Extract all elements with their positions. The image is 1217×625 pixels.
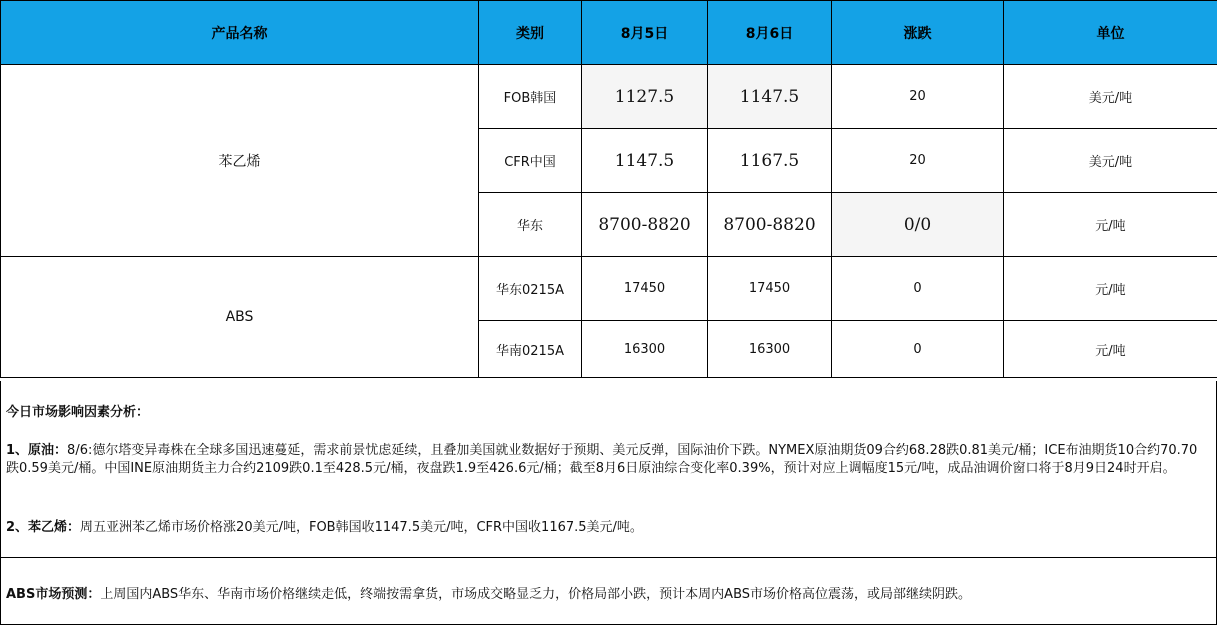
analysis-title: 今日市场影响因素分析： xyxy=(6,401,149,420)
table-row xyxy=(1,257,1217,321)
forecast-text: 上周国内ABS华东、华南市场价格继续走低，终端按需拿货，市场成交略显乏力，价格局部小跌，预计本周内ABS市场价格高位震荡，或局部继续阴跌。 xyxy=(100,587,971,602)
forecast-line xyxy=(6,583,971,602)
change-cell: 0 xyxy=(832,321,1004,378)
styrene-label: 2、苯乙烯： xyxy=(6,520,80,535)
product-styrene: 苯乙烯 xyxy=(1,65,479,257)
category-cell: 华南0215A xyxy=(479,321,582,378)
category-cell: 华东 xyxy=(479,193,582,257)
unit-cell: 元/吨 xyxy=(1004,193,1217,257)
unit-cell: 美元/吨 xyxy=(1004,65,1217,129)
category-cell: FOB韩国 xyxy=(479,65,582,129)
aug6-cell: 1147.5 xyxy=(708,65,832,129)
aug5-cell: 1127.5 xyxy=(582,65,708,129)
crude-oil-text: 8/6:德尔塔变异毒株在全球多国迅速蔓延，需求前景忧虑延续，且叠加美国就业数据好于预期、美元反弹，国际油价下跌。NYMEX原油期货09合约68.28跌0.81美元/桶；ICE布油期货10合约70.70跌0.59美元/桶。中国INE原油期货主力合约2109跌0.1至428.5元/桶，夜盘跌1.9至426.6元/桶；截至8月6日原油综合变化率0.39%，预计对应上调幅度15元/吨，成品油调价窗口将于8月9日24时开启。 xyxy=(6,443,1197,476)
product-abs: ABS xyxy=(1,257,479,378)
aug5-cell: 16300 xyxy=(582,321,708,378)
header-product-name: 产品名称 xyxy=(1,1,479,65)
aug5-cell: 8700-8820 xyxy=(582,193,708,257)
aug5-cell: 1147.5 xyxy=(582,129,708,193)
aug5-cell: 17450 xyxy=(582,257,708,321)
table-row xyxy=(1,65,1217,129)
header-aug5: 8月5日 xyxy=(582,1,708,65)
aug6-cell: 1167.5 xyxy=(708,129,832,193)
styrene-text: 周五亚洲苯乙烯市场价格涨20美元/吨，FOB韩国收1147.5美元/吨，CFR中国收1167.5美元/吨。 xyxy=(80,520,643,535)
table-header-row xyxy=(1,1,1217,65)
change-cell: 20 xyxy=(832,129,1004,193)
abs-forecast-section xyxy=(0,557,1217,625)
analysis-crude-oil-paragraph xyxy=(6,442,1210,478)
unit-cell: 美元/吨 xyxy=(1004,129,1217,193)
category-cell: 华东0215A xyxy=(479,257,582,321)
change-cell: 0/0 xyxy=(832,193,1004,257)
crude-oil-label: 1、原油： xyxy=(6,443,67,458)
analysis-styrene-paragraph xyxy=(6,519,1210,537)
forecast-label: ABS市场预测： xyxy=(6,587,100,602)
change-cell: 0 xyxy=(832,257,1004,321)
header-category: 类别 xyxy=(479,1,582,65)
unit-cell: 元/吨 xyxy=(1004,321,1217,378)
header-aug6: 8月6日 xyxy=(708,1,832,65)
aug6-cell: 16300 xyxy=(708,321,832,378)
market-analysis-section xyxy=(0,381,1217,558)
header-unit: 单位 xyxy=(1004,1,1217,65)
header-change: 涨跌 xyxy=(832,1,1004,65)
change-cell: 20 xyxy=(832,65,1004,129)
aug6-cell: 8700-8820 xyxy=(708,193,832,257)
aug6-cell: 17450 xyxy=(708,257,832,321)
category-cell: CFR中国 xyxy=(479,129,582,193)
unit-cell: 元/吨 xyxy=(1004,257,1217,321)
